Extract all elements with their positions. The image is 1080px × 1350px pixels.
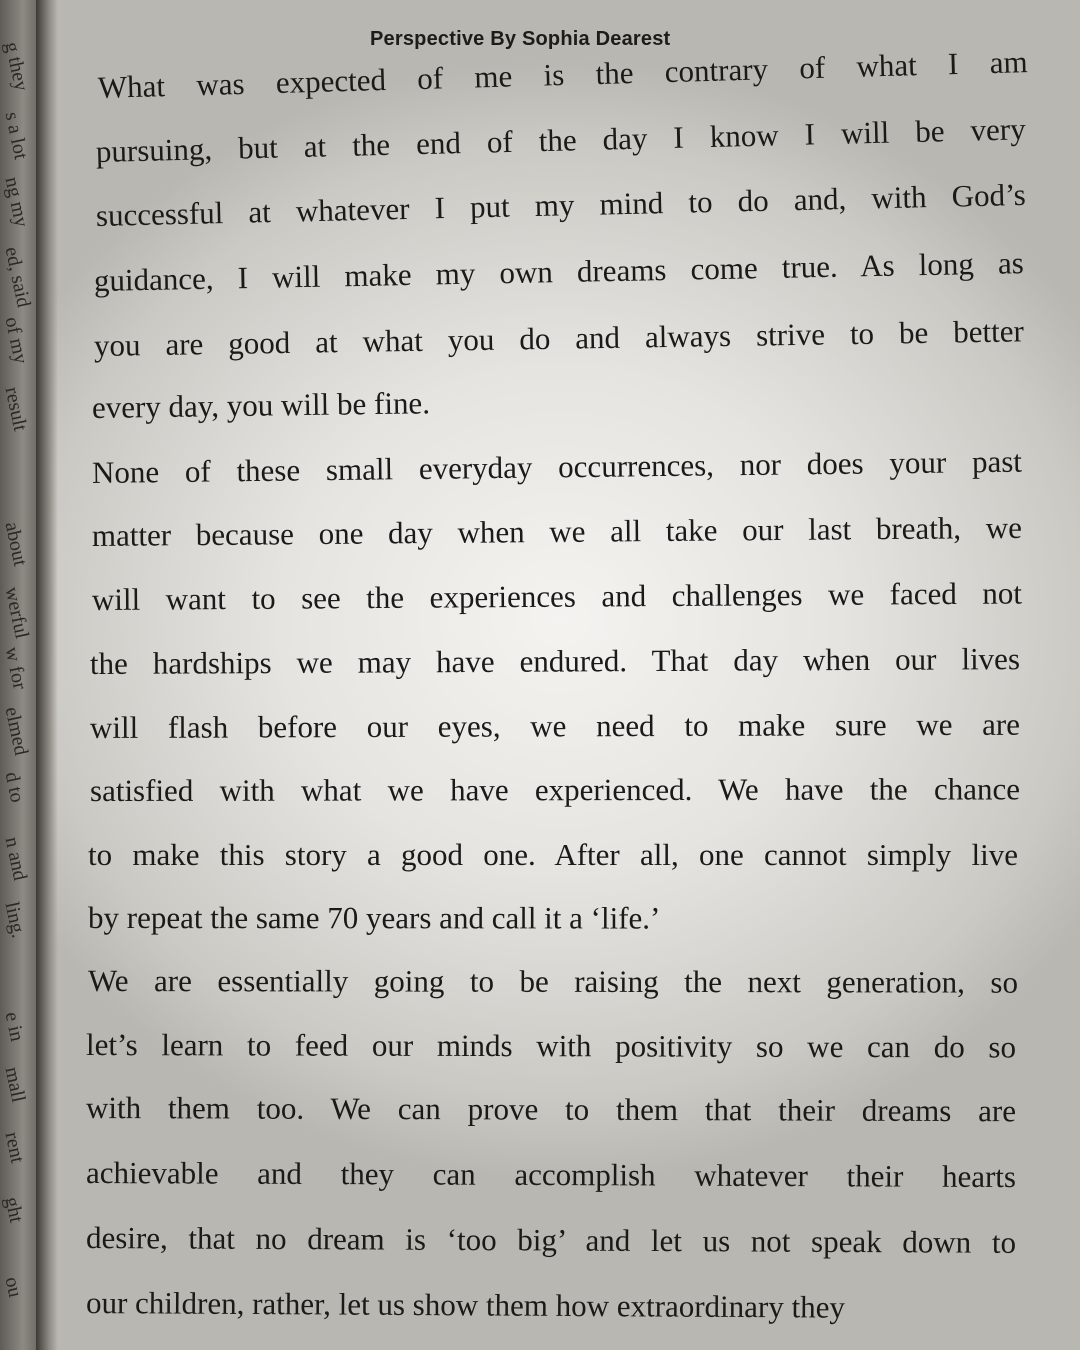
- text-line: guidance, I will make my own dreams come true. As long as: [93, 245, 1025, 298]
- text-line: you are good at what you do and always strive to be better: [93, 313, 1025, 363]
- text-line: with them too. We can prove to them that their dreams are: [85, 1090, 1017, 1129]
- book-gutter-shadow: [36, 0, 58, 1350]
- previous-page-text-fragment: mall: [0, 1065, 30, 1105]
- text-line: satisfied with what we have experienced. We have the chance: [89, 771, 1021, 808]
- text-line: by repeat the same 70 years and call it a ‘life.’: [87, 900, 661, 936]
- text-line: What was expected of me is the contrary of what I am: [97, 44, 1029, 105]
- text-line: to make this story a good one. After all, one cannot simply live: [88, 837, 1018, 872]
- previous-page-text-fragment: ou: [0, 1275, 27, 1300]
- previous-page-text-fragment: of my: [0, 315, 32, 366]
- previous-page-text-fragment: e in: [0, 1010, 29, 1044]
- text-line: pursuing, but at the end of the day I know I will be very: [95, 111, 1027, 169]
- previous-page-text-fragment: w for: [0, 645, 31, 692]
- text-line: None of these small everyday occurrences, nor does your past: [91, 443, 1023, 490]
- previous-page-text-fragment: g they: [0, 40, 33, 93]
- text-line: the hardships we may have endured. That day when our lives: [89, 641, 1021, 681]
- previous-page-edge: [0, 0, 38, 1350]
- text-line: successful at whatever I put my mind to do and, with God’s: [95, 176, 1027, 233]
- previous-page-text-fragment: s a lot: [0, 110, 32, 162]
- previous-page-text-fragment: d to: [0, 770, 29, 805]
- text-line: will flash before our eyes, we need to make sure we are: [89, 706, 1021, 745]
- text-line: We are essentially going to be raising the next generation, so: [87, 963, 1019, 1000]
- text-line: achievable and they can accomplish whatever their hearts: [85, 1155, 1017, 1195]
- previous-page-text-fragment: ed, said: [0, 245, 35, 310]
- text-line: let’s learn to feed our minds with positivity so we can do so: [85, 1027, 1017, 1065]
- text-line: will want to see the experiences and challenges we faced not: [91, 575, 1023, 617]
- previous-page-text-fragment: n and: [0, 835, 32, 883]
- previous-page-text-fragment: ng my: [0, 175, 33, 230]
- previous-page-text-fragment: ling.: [0, 900, 30, 940]
- previous-page-text-fragment: werful: [0, 585, 33, 641]
- previous-page-text-fragment: rent: [0, 1130, 29, 1165]
- previous-page-text-fragment: elmed: [0, 705, 33, 758]
- text-line: matter because one day when we all take our last breath, we: [91, 509, 1023, 553]
- text-line: our children, rather, let us show them how extraordinary they: [85, 1285, 846, 1325]
- book-page: [40, 0, 1080, 1350]
- running-header: Perspective By Sophia Dearest: [370, 28, 671, 50]
- text-line: desire, that no dream is ‘too big’ and let us not speak down to: [85, 1220, 1017, 1260]
- text-line: every day, you will be fine.: [91, 385, 431, 425]
- previous-page-text-fragment: about: [0, 520, 32, 569]
- previous-page-text-fragment: result: [0, 385, 32, 434]
- previous-page-text-fragment: ght: [0, 1195, 28, 1225]
